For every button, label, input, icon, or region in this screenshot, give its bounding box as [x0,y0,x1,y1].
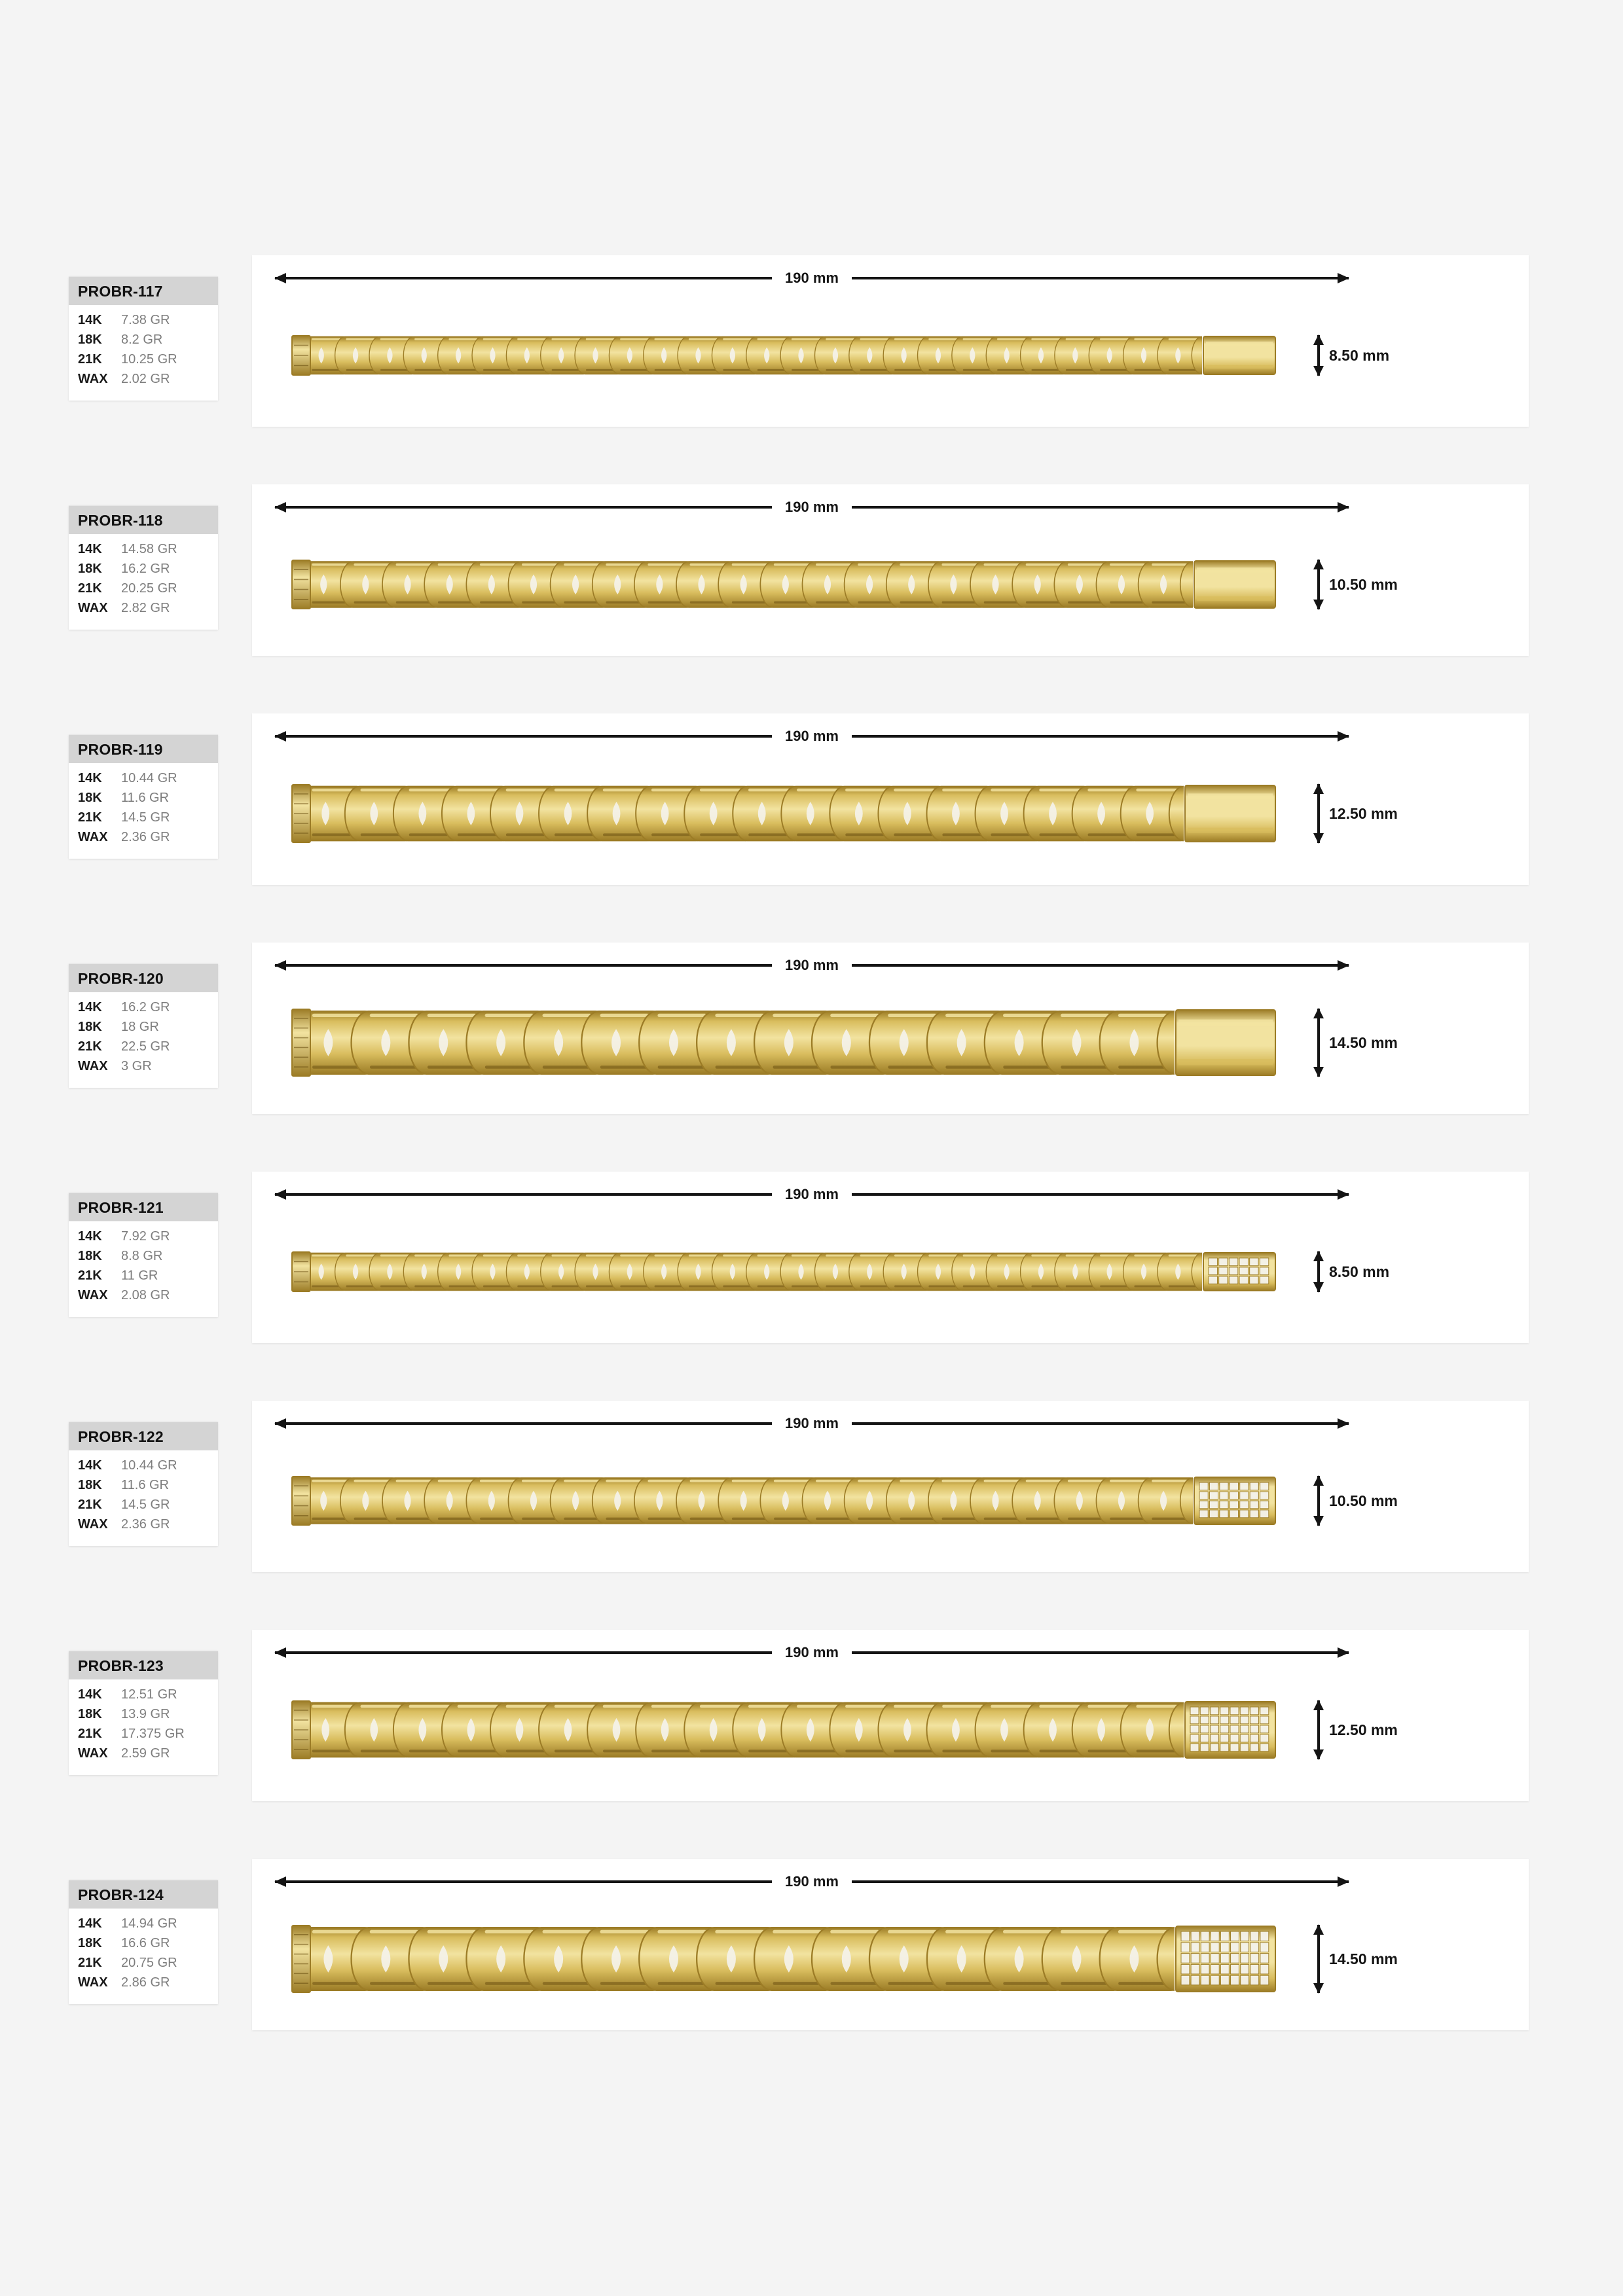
spec-row-14k [78,313,218,332]
spec-row-wax [78,830,218,850]
weight-value-21k: 17.375 GR [121,1727,185,1741]
width-dimension [1317,1009,1398,1077]
weight-value-21k: 10.25 GR [121,352,177,367]
product-sku-header [69,963,218,992]
clasp-pave [1184,1700,1277,1759]
length-dimension-label: 190 mm [785,957,839,973]
product-info-card[interactable] [69,963,218,1088]
karat-label-18k: 18K [78,1478,102,1492]
weight-value-18k: 8.2 GR [121,332,163,347]
karat-label-21k: 21K [78,581,102,596]
box-lock-icon [291,1700,311,1759]
width-dimension-label: 10.50 mm [1329,575,1398,593]
width-dimension-label: 8.50 mm [1329,346,1390,364]
spec-row-18k [78,332,218,352]
spec-row-wax [78,1746,218,1766]
karat-label-14k: 14K [78,1229,102,1244]
bracelet-illustration [291,1700,1277,1759]
weight-value-14k: 16.2 GR [121,1000,170,1014]
product-sku-header [69,734,218,763]
karat-label-21k: 21K [78,1498,102,1512]
spec-row-wax [78,601,218,620]
box-lock-icon [291,784,311,843]
length-arrow-right-icon [852,964,1349,967]
width-dimension-label: 14.50 mm [1329,1950,1398,1967]
length-arrow-right-icon [852,277,1349,279]
width-dimension-label: 14.50 mm [1329,1033,1398,1051]
karat-label-18k: 18K [78,1249,102,1263]
spec-row-21k [78,581,218,601]
karat-label-18k: 18K [78,1936,102,1950]
karat-label-wax: WAX [78,601,108,615]
product-info-card[interactable] [69,1422,218,1546]
weight-value-18k: 11.6 GR [121,1478,169,1492]
length-dimension-label: 190 mm [785,1644,839,1660]
length-arrow-right-icon [852,506,1349,509]
cuban-chain-links [311,335,1202,376]
length-arrow-left-icon [275,964,772,967]
weight-value-14k: 10.44 GR [121,771,177,785]
length-arrow-right-icon [852,735,1349,738]
product-row [0,1172,1623,1343]
cuban-chain-links [311,1925,1175,1993]
length-arrow-right-icon [852,1422,1349,1425]
box-lock-icon [291,1251,311,1292]
product-sku: PROBR-120 [78,970,164,987]
product-sku: PROBR-117 [78,283,163,300]
weight-value-18k: 18 GR [121,1020,159,1034]
box-lock-icon [291,1476,311,1526]
product-info-card[interactable] [69,1880,218,2004]
weight-value-wax: 2.86 GR [121,1975,170,1990]
weight-value-21k: 20.25 GR [121,581,177,596]
karat-label-wax: WAX [78,830,108,844]
karat-label-18k: 18K [78,1707,102,1721]
width-dimension [1317,1476,1398,1526]
box-lock-icon [291,1009,311,1077]
karat-label-21k: 21K [78,1956,102,1970]
spec-row-21k [78,1039,218,1059]
product-sku: PROBR-118 [78,512,163,529]
length-dimension-label: 190 mm [785,1415,839,1431]
product-row [0,713,1623,885]
karat-label-21k: 21K [78,352,102,367]
clasp-plain [1175,1009,1277,1077]
product-row [0,255,1623,427]
weight-value-21k: 11 GR [121,1268,158,1283]
weight-value-14k: 14.94 GR [121,1916,177,1931]
length-arrow-left-icon [275,277,772,279]
spec-row-18k [78,1936,218,1956]
width-arrow-icon [1317,1251,1320,1292]
length-arrow-left-icon [275,735,772,738]
weight-value-wax: 2.36 GR [121,1517,170,1532]
clasp-plain [1202,335,1277,376]
product-weights-table [69,305,218,401]
width-arrow-icon [1317,784,1320,843]
bracelet-illustration [291,560,1277,609]
karat-label-wax: WAX [78,1975,108,1990]
product-image-panel [252,1401,1529,1572]
clasp-plain [1184,784,1277,843]
karat-label-wax: WAX [78,1517,108,1532]
bracelet-illustration [291,1925,1277,1993]
product-image-panel [252,484,1529,656]
length-dimension-label: 190 mm [785,270,839,286]
length-arrow-right-icon [852,1880,1349,1883]
weight-value-14k: 7.38 GR [121,313,170,327]
spec-row-14k [78,1916,218,1936]
karat-label-21k: 21K [78,1268,102,1283]
box-lock-icon [291,560,311,609]
width-arrow-icon [1317,1700,1320,1759]
product-sku-header [69,1193,218,1221]
width-arrow-icon [1317,1009,1320,1077]
spec-row-18k [78,1249,218,1268]
product-info-card[interactable] [69,276,218,401]
length-arrow-right-icon [852,1193,1349,1196]
spec-row-wax [78,372,218,391]
clasp-pave [1175,1925,1277,1993]
spec-row-14k [78,771,218,791]
length-dimension-label: 190 mm [785,728,839,744]
width-arrow-icon [1317,560,1320,609]
length-dimension [275,954,1349,977]
product-row [0,1401,1623,1572]
karat-label-18k: 18K [78,562,102,576]
spec-row-14k [78,1458,218,1478]
product-weights-table [69,534,218,630]
karat-label-14k: 14K [78,313,102,327]
cuban-chain-links [311,784,1184,843]
spec-row-21k [78,1956,218,1975]
product-image-panel [252,713,1529,885]
karat-label-14k: 14K [78,1687,102,1702]
product-row [0,1630,1623,1801]
weight-value-18k: 11.6 GR [121,791,169,805]
spec-row-18k [78,1707,218,1727]
length-dimension [275,1412,1349,1435]
product-sku: PROBR-122 [78,1428,164,1445]
product-sku-header [69,1651,218,1679]
spec-row-wax [78,1975,218,1995]
weight-value-14k: 7.92 GR [121,1229,170,1244]
weight-value-18k: 13.9 GR [121,1707,170,1721]
length-arrow-left-icon [275,506,772,509]
karat-label-14k: 14K [78,1916,102,1931]
cuban-chain-links [311,1251,1202,1292]
product-sku: PROBR-124 [78,1886,164,1903]
product-sku-header [69,1422,218,1450]
spec-row-18k [78,1020,218,1039]
product-sku: PROBR-119 [78,741,163,758]
karat-label-wax: WAX [78,372,108,386]
cuban-chain-links [311,1476,1193,1526]
weight-value-14k: 14.58 GR [121,542,177,556]
spec-row-21k [78,1268,218,1288]
length-dimension [275,1871,1349,1893]
length-dimension [275,725,1349,747]
length-dimension-label: 190 mm [785,1873,839,1890]
weight-value-14k: 12.51 GR [121,1687,177,1702]
spec-row-wax [78,1288,218,1308]
spec-row-21k [78,1727,218,1746]
karat-label-wax: WAX [78,1746,108,1761]
cuban-chain-links [311,1009,1175,1077]
weight-value-21k: 22.5 GR [121,1039,170,1054]
bracelet-illustration [291,1009,1277,1077]
length-dimension [275,496,1349,518]
karat-label-wax: WAX [78,1288,108,1302]
product-sku: PROBR-121 [78,1199,164,1216]
length-arrow-left-icon [275,1651,772,1654]
karat-label-21k: 21K [78,810,102,825]
weight-value-wax: 3 GR [121,1059,152,1073]
bracelet-illustration [291,1476,1277,1526]
weight-value-wax: 2.08 GR [121,1288,170,1302]
length-arrow-left-icon [275,1422,772,1425]
weight-value-21k: 20.75 GR [121,1956,177,1970]
length-arrow-left-icon [275,1880,772,1883]
karat-label-21k: 21K [78,1039,102,1054]
weight-value-wax: 2.59 GR [121,1746,170,1761]
product-info-card[interactable] [69,1651,218,1775]
spec-row-wax [78,1059,218,1079]
box-lock-icon [291,1925,311,1993]
spec-row-14k [78,542,218,562]
product-weights-table [69,1221,218,1317]
weight-value-wax: 2.36 GR [121,830,170,844]
spec-row-18k [78,1478,218,1498]
spec-row-14k [78,1687,218,1707]
width-dimension [1317,784,1398,843]
width-dimension-label: 12.50 mm [1329,1721,1398,1738]
spec-row-14k [78,1000,218,1020]
width-dimension-label: 12.50 mm [1329,804,1398,822]
width-dimension [1317,1251,1389,1292]
karat-label-18k: 18K [78,1020,102,1034]
width-dimension [1317,335,1389,376]
clasp-pave [1193,1476,1277,1526]
clasp-pave [1202,1251,1277,1292]
spec-row-21k [78,352,218,372]
length-dimension [275,1183,1349,1206]
length-arrow-right-icon [852,1651,1349,1654]
product-image-panel [252,1859,1529,2030]
product-info-card[interactable] [69,1193,218,1317]
karat-label-21k: 21K [78,1727,102,1741]
width-dimension [1317,1700,1398,1759]
weight-value-wax: 2.02 GR [121,372,170,386]
length-arrow-left-icon [275,1193,772,1196]
spec-row-21k [78,1498,218,1517]
width-dimension [1317,1925,1398,1993]
product-weights-table [69,1909,218,2004]
width-dimension-label: 8.50 mm [1329,1263,1390,1280]
weight-value-wax: 2.82 GR [121,601,170,615]
width-dimension-label: 10.50 mm [1329,1492,1398,1509]
length-dimension [275,267,1349,289]
product-sku-header [69,276,218,305]
product-image-panel [252,1172,1529,1343]
weight-value-21k: 14.5 GR [121,1498,170,1512]
product-image-panel [252,255,1529,427]
bracelet-illustration [291,1251,1277,1292]
spec-row-18k [78,562,218,581]
karat-label-14k: 14K [78,542,102,556]
length-dimension-label: 190 mm [785,1186,839,1202]
weight-value-21k: 14.5 GR [121,810,170,825]
width-arrow-icon [1317,335,1320,376]
length-dimension-label: 190 mm [785,499,839,515]
product-image-panel [252,942,1529,1114]
box-lock-icon [291,335,311,376]
spec-row-wax [78,1517,218,1537]
product-image-panel [252,1630,1529,1801]
product-sku-header [69,505,218,534]
width-dimension [1317,560,1398,609]
product-weights-table [69,763,218,859]
product-info-card[interactable] [69,734,218,859]
spec-row-21k [78,810,218,830]
karat-label-14k: 14K [78,771,102,785]
width-arrow-icon [1317,1925,1320,1993]
weight-value-18k: 16.2 GR [121,562,170,576]
product-sku-header [69,1880,218,1909]
cuban-chain-links [311,1700,1184,1759]
product-weights-table [69,992,218,1088]
spec-row-14k [78,1229,218,1249]
length-dimension [275,1641,1349,1664]
product-row [0,484,1623,656]
weight-value-14k: 10.44 GR [121,1458,177,1473]
karat-label-14k: 14K [78,1458,102,1473]
product-info-card[interactable] [69,505,218,630]
bracelet-illustration [291,335,1277,376]
karat-label-18k: 18K [78,332,102,347]
product-sku: PROBR-123 [78,1657,164,1674]
cuban-chain-links [311,560,1193,609]
bracelet-illustration [291,784,1277,843]
weight-value-18k: 8.8 GR [121,1249,163,1263]
clasp-plain [1193,560,1277,609]
karat-label-18k: 18K [78,791,102,805]
product-weights-table [69,1450,218,1546]
width-arrow-icon [1317,1476,1320,1526]
product-row [0,1859,1623,2030]
product-row [0,942,1623,1114]
spec-row-18k [78,791,218,810]
product-weights-table [69,1679,218,1775]
weight-value-18k: 16.6 GR [121,1936,170,1950]
karat-label-wax: WAX [78,1059,108,1073]
karat-label-14k: 14K [78,1000,102,1014]
